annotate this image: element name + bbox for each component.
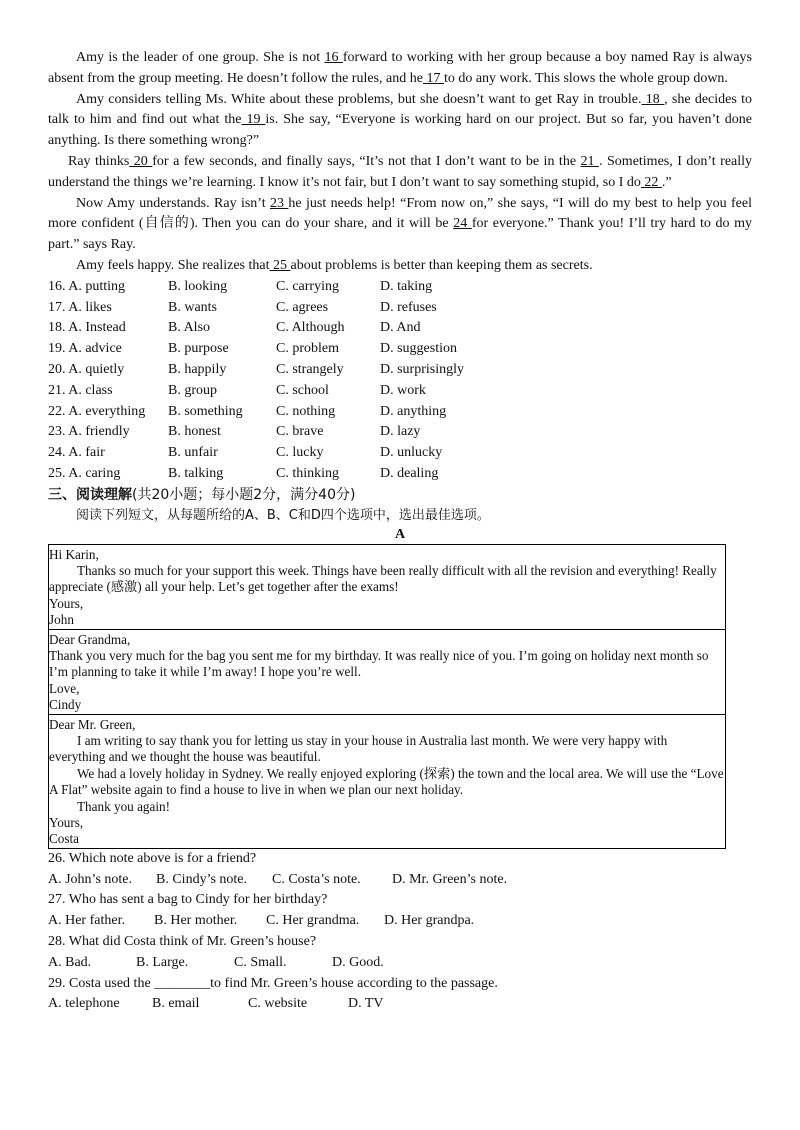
blank-17: 17 bbox=[422, 70, 444, 86]
cloze-paragraph-1: Amy is the leader of one group. She is not 16 forward to working with her group because a boy named Ray is always absent from the group meeting. He doesn’t follow the rules, and he 17 to do any work. This slows the whole group down. bbox=[48, 50, 752, 86]
option-c[interactable]: C. website bbox=[248, 996, 308, 1012]
note-greeting: Hi Karin, bbox=[49, 546, 99, 562]
section-instruction: 阅读下列短文，从每题所给的A、B、C和D四个选项中，选出最佳选项。 bbox=[76, 507, 490, 523]
blank-24: 24 bbox=[453, 216, 472, 232]
blank-16: 16 bbox=[324, 50, 343, 65]
option-b[interactable]: B. Large. bbox=[136, 954, 189, 970]
option-row-25: 25. A. caring B. talking C. thinking D. dealing bbox=[48, 465, 439, 481]
note-closing: Love, bbox=[49, 680, 80, 696]
option-a[interactable]: A. telephone bbox=[48, 996, 120, 1012]
notes-box bbox=[48, 544, 726, 849]
cloze-paragraph-4: Now Amy understands. Ray isn’t 23 he just needs help! “From now on,” she says, “I will do my best to help you feel more confident (自信的). Then you can do your share, and it will be 24 for everyone.” Thank you! I’ll try hard to do my part.” says Ray. bbox=[48, 195, 753, 253]
option-c[interactable]: C. Costa’s note. bbox=[272, 871, 361, 887]
option-d[interactable]: D. Her grandpa. bbox=[384, 913, 475, 929]
blank-20: 20 bbox=[129, 153, 153, 169]
note-body: We had a lovely holiday in Sydney. We really enjoyed exploring (探索) the town and the local area. We will use the “Love A Flat” website again to find a house to live in when we plan our next holiday. bbox=[49, 765, 724, 798]
blank-19: 19 bbox=[241, 112, 266, 128]
question-options bbox=[48, 911, 752, 932]
option-b[interactable]: B. Her mother. bbox=[154, 913, 238, 929]
option-b[interactable]: B. email bbox=[152, 996, 200, 1012]
option-a[interactable]: A. John’s note. bbox=[48, 871, 132, 887]
note-greeting: Dear Mr. Green, bbox=[49, 716, 136, 732]
note-body: Thank you again! bbox=[77, 798, 171, 814]
note-body: I am writing to say thank you for letting us stay in your house in Australia last month. We were very happy with everything and we thought the house was beautiful. bbox=[49, 733, 668, 765]
note-closing: Yours, bbox=[49, 815, 84, 831]
cloze-paragraph-3: Ray thinks 20 for a few seconds, and finally says, “It’s not that I don’t want to be in the 21 . Sometimes, I don’t really understand the things we’re learning. I know it’s not fair, but I don’t want to say something stupid, so I do 22 .” bbox=[48, 153, 753, 190]
note-body: Thanks so much for your support this week. Things have been really difficult with all the revision and everything! Really appreciate (感激) all your help. Let’s get together after the exams! bbox=[49, 562, 717, 595]
option-a[interactable]: A. Her father. bbox=[48, 913, 125, 929]
question-stem: 29. Costa used the ________to find Mr. Green’s house according to the passage. bbox=[48, 975, 498, 991]
question-options bbox=[48, 870, 752, 891]
note-cindy bbox=[49, 630, 725, 715]
blank-18: 18 bbox=[641, 91, 665, 107]
option-c[interactable]: C. Small. bbox=[234, 954, 287, 970]
question-stem: 27. Who has sent a bag to Cindy for her birthday? bbox=[48, 892, 328, 908]
blank-23: 23 bbox=[270, 195, 289, 211]
option-row-24: 24. A. fair B. unfair C. lucky D. unlucky bbox=[48, 445, 443, 461]
option-d[interactable]: D. Good. bbox=[332, 954, 384, 970]
note-costa bbox=[49, 715, 725, 848]
option-row-16: 16. A. putting B. looking C. carrying D. taking bbox=[48, 278, 433, 294]
option-row-19: 19. A. advice B. purpose C. problem D. suggestion bbox=[48, 341, 457, 357]
option-d[interactable]: D. Mr. Green’s note. bbox=[392, 871, 508, 887]
option-a[interactable]: A. Bad. bbox=[48, 954, 92, 970]
option-row-22: 22. A. everything B. something C. nothing D. anything bbox=[48, 403, 447, 419]
cloze-options bbox=[48, 277, 752, 485]
note-body: Thank you very much for the bag you sent me for my birthday. It was really nice of you. I’m going on holiday next month so I’m planning to take it while I’m away! I hope you’re well. bbox=[49, 647, 709, 680]
option-b[interactable]: B. Cindy’s note. bbox=[156, 871, 248, 887]
blank-22: 22 bbox=[640, 174, 662, 190]
note-john bbox=[49, 545, 725, 630]
note-signature: John bbox=[49, 612, 74, 628]
note-greeting: Dear Grandma, bbox=[49, 631, 131, 647]
section-heading: 三、阅读理解(共20小题；每小题2分，满分40分) bbox=[48, 486, 356, 503]
option-row-21: 21. A. class B. group C. school D. work bbox=[48, 382, 426, 398]
blank-25: 25 bbox=[269, 257, 291, 273]
question-options bbox=[48, 994, 752, 1015]
question-27 bbox=[48, 890, 752, 932]
option-row-20: 20. A. quietly B. happily C. strangely D. surprisingly bbox=[48, 361, 464, 377]
note-closing: Yours, bbox=[49, 595, 84, 611]
passage-label: A bbox=[394, 526, 406, 542]
option-row-17: 17. A. likes B. wants C. agrees D. refuses bbox=[48, 299, 437, 315]
exam-page bbox=[48, 48, 752, 1015]
question-29 bbox=[48, 974, 752, 1016]
option-d[interactable]: D. TV bbox=[348, 996, 384, 1012]
note-signature: Costa bbox=[49, 831, 80, 847]
question-28 bbox=[48, 932, 752, 974]
option-row-18: 18. A. Instead B. Also C. Although D. And bbox=[48, 320, 421, 336]
option-row-23: 23. A. friendly B. honest C. brave D. lazy bbox=[48, 424, 421, 440]
option-c[interactable]: C. Her grandma. bbox=[266, 913, 360, 929]
question-stem: 28. What did Costa think of Mr. Green’s house? bbox=[48, 934, 317, 950]
cloze-paragraph-2: Amy considers telling Ms. White about these problems, but she doesn’t want to get Ray in trouble. 18 , she decides to talk to him and find out what the 19 is. She say, “Everyone is working hard on our project. But so far, you haven’t done anything. Is there something wrong?” bbox=[48, 91, 753, 149]
cloze-paragraph-5: Amy feels happy. She realizes that 25 about problems is better than keeping them as secrets. bbox=[76, 257, 593, 273]
note-signature: Cindy bbox=[49, 697, 82, 713]
question-stem: 26. Which note above is for a friend? bbox=[48, 850, 257, 866]
question-26 bbox=[48, 849, 752, 891]
question-options bbox=[48, 953, 752, 974]
blank-21: 21 bbox=[580, 153, 600, 169]
